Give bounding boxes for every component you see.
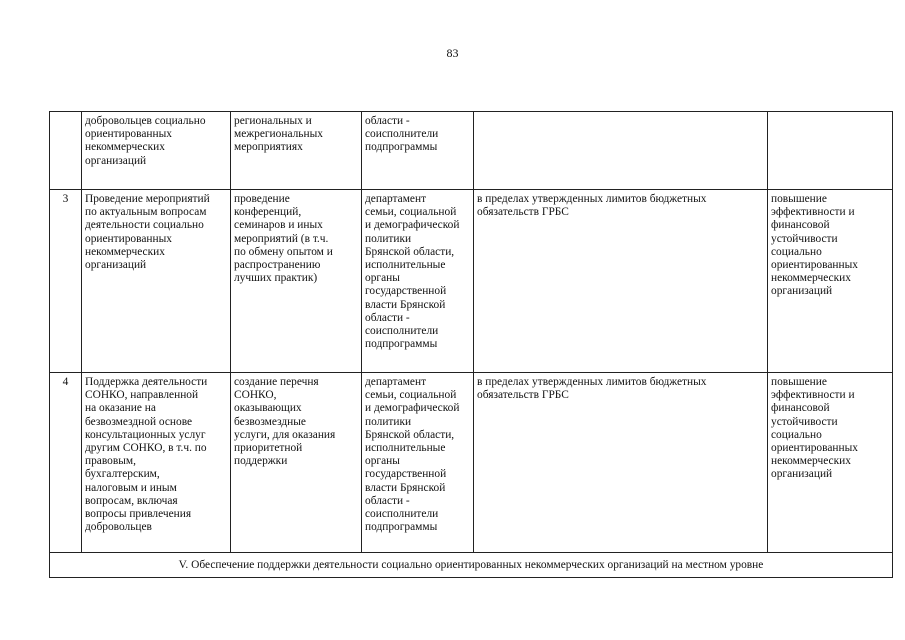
row-number-cell: 4 [50,373,82,553]
event-content-cell: проведение конференций, семинаров и иных мероприятий (в т.ч. по обмену опытом и распространению лучших практик) [231,190,362,373]
table-row [50,190,893,373]
funding-cell: в пределах утвержденных лимитов бюджетных обязательств ГРБС [474,190,768,373]
event-name-cell: Поддержка деятельности СОНКО, направленной на оказание на безвозмездной основе консультационных услуг другим СОНКО, в т.ч. по правовым, бухгалтерским, налоговым и иным вопросам, включая вопросы привлечения добровольцев [82,373,231,553]
funding-cell [474,112,768,190]
row-number-cell: 3 [50,190,82,373]
row-number-cell [50,112,82,190]
event-content-cell: создание перечня СОНКО, оказывающих безвозмездные услуги, для оказания приоритетной поддержки [231,373,362,553]
table-row [50,112,893,190]
result-cell: повышение эффективности и финансовой устойчивости социально ориентированных некоммерческих организаций [768,373,893,553]
event-name-cell: Проведение мероприятий по актуальным вопросам деятельности социально ориентированных некоммерческих организаций [82,190,231,373]
executor-cell: области - соисполнители подпрограммы [362,112,474,190]
event-content-cell: региональных и межрегиональных мероприятиях [231,112,362,190]
event-name-cell: добровольцев социально ориентированных некоммерческих организаций [82,112,231,190]
result-cell [768,112,893,190]
section-heading-row [50,553,893,578]
table-row [50,373,893,553]
page-number: 83 [446,46,459,60]
executor-cell: департамент семьи, социальной и демографической политики Брянской области, исполнительные органы государственной власти Брянской области - соисполнители подпрограммы [362,373,474,553]
program-table [49,111,893,578]
funding-cell: в пределах утвержденных лимитов бюджетных обязательств ГРБС [474,373,768,553]
result-cell: повышение эффективности и финансовой устойчивости социально ориентированных некоммерческих организаций [768,190,893,373]
section-heading: V. Обеспечение поддержки деятельности социально ориентированных некоммерческих организаций на местном уровне [50,553,893,578]
executor-cell: департамент семьи, социальной и демографической политики Брянской области, исполнительные органы государственной власти Брянской области - соисполнители подпрограммы [362,190,474,373]
